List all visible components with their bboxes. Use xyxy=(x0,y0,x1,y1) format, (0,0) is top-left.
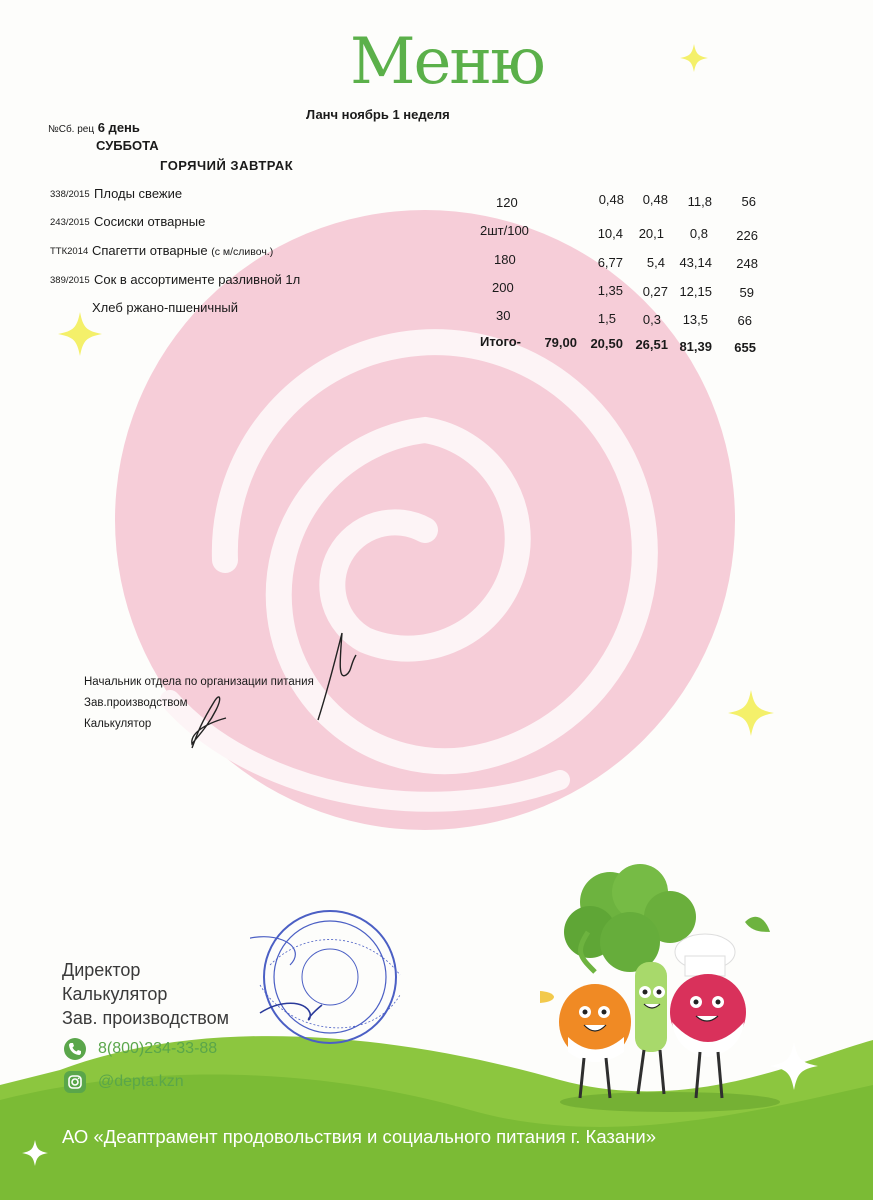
stamp-seal xyxy=(250,905,410,1055)
footer-calculator: Калькулятор xyxy=(62,984,168,1004)
carbs: 13,5 xyxy=(682,312,708,327)
sparkle-icon xyxy=(728,690,774,736)
page-title: Меню xyxy=(350,25,544,99)
instagram-icon xyxy=(64,1071,86,1093)
vegetable-mascots-illustration xyxy=(540,862,790,1117)
protein: 6,77 xyxy=(597,255,623,270)
recipe-code: ТТК2014 xyxy=(50,246,89,257)
weekday: СУББОТА xyxy=(96,138,159,153)
day-label: 6 день xyxy=(97,120,140,135)
signature-head-label: Начальник отдела по организации питания xyxy=(84,676,314,688)
recipe-code: 243/2015 xyxy=(50,217,90,228)
dish-weight: 30 xyxy=(496,308,511,323)
kcal: 66 xyxy=(737,313,752,328)
recipe-no-label: №Сб. рец xyxy=(48,124,95,135)
total-kcal: 655 xyxy=(734,340,756,355)
fat: 0,3 xyxy=(642,312,661,327)
recipe-code: 338/2015 xyxy=(50,189,90,200)
dish-name: Плоды свежие xyxy=(94,186,183,201)
menu-subtitle: Ланч ноябрь 1 неделя xyxy=(306,107,450,122)
carbs: 0,8 xyxy=(689,226,708,241)
fat: 0,48 xyxy=(642,192,668,207)
signature-calculator-label: Калькулятор xyxy=(84,718,152,730)
kcal: 248 xyxy=(736,256,758,271)
total-carbs: 81,39 xyxy=(679,339,712,354)
dish-name: Спагетти отварные (с м/сливоч.) xyxy=(92,243,274,258)
carbs: 12,15 xyxy=(679,284,712,299)
protein: 1,5 xyxy=(597,311,616,326)
footer-company: АО «Деаптрамент продовольствия и социального питания г. Казани» xyxy=(62,1126,657,1147)
handwritten-signature xyxy=(186,688,230,752)
dish-name: Сок в ассортименте разливной 1л xyxy=(94,272,301,287)
footer-staff xyxy=(62,958,229,1030)
table-row xyxy=(0,186,873,210)
protein: 0,48 xyxy=(598,192,624,207)
dish-weight: 180 xyxy=(494,252,516,267)
handwritten-signature xyxy=(312,625,362,725)
footer-instagram[interactable] xyxy=(64,1071,184,1093)
dish-weight: 2шт/100 xyxy=(480,223,529,238)
dish-name: Сосиски отварные xyxy=(94,214,206,229)
dish-weight: 120 xyxy=(496,195,518,210)
dish-weight: 200 xyxy=(492,280,514,295)
meal-title: ГОРЯЧИЙ ЗАВТРАК xyxy=(160,158,294,173)
footer-phone[interactable] xyxy=(64,1038,217,1060)
kcal: 56 xyxy=(741,194,756,209)
phone-number[interactable]: 8(800)234-33-88 xyxy=(98,1040,218,1057)
footer-production: Зав. производством xyxy=(62,1008,229,1028)
totals-label: Итого- xyxy=(480,334,521,349)
dish-name: Хлеб ржано-пшеничный xyxy=(92,300,238,315)
recipe-code: 389/2015 xyxy=(50,275,90,286)
table-row xyxy=(0,214,873,243)
fat: 20,1 xyxy=(638,226,664,241)
totals-row xyxy=(0,334,873,354)
day-line xyxy=(48,120,140,135)
instagram-handle[interactable]: @depta.kzn xyxy=(98,1073,184,1090)
kcal: 226 xyxy=(736,228,758,243)
table-row xyxy=(0,272,873,300)
footer-director: Директор xyxy=(62,960,141,980)
table-row xyxy=(0,300,873,328)
phone-icon xyxy=(64,1038,86,1060)
total-fat: 26,51 xyxy=(635,337,668,352)
dish-note: (с м/сливоч.) xyxy=(211,246,274,258)
signature-production-label: Зав.производством xyxy=(84,697,188,709)
kcal: 59 xyxy=(739,285,754,300)
table-row xyxy=(0,243,873,271)
sparkle-icon xyxy=(680,44,708,72)
total-protein: 20,50 xyxy=(590,336,623,351)
carbs: 43,14 xyxy=(679,255,712,270)
fat: 5,4 xyxy=(646,255,665,270)
protein: 1,35 xyxy=(597,283,623,298)
carbs: 11,8 xyxy=(687,194,712,209)
total-price: 79,00 xyxy=(544,335,577,350)
protein: 10,4 xyxy=(597,226,623,241)
sparkle-icon xyxy=(22,1140,48,1166)
fat: 0,27 xyxy=(642,284,668,299)
